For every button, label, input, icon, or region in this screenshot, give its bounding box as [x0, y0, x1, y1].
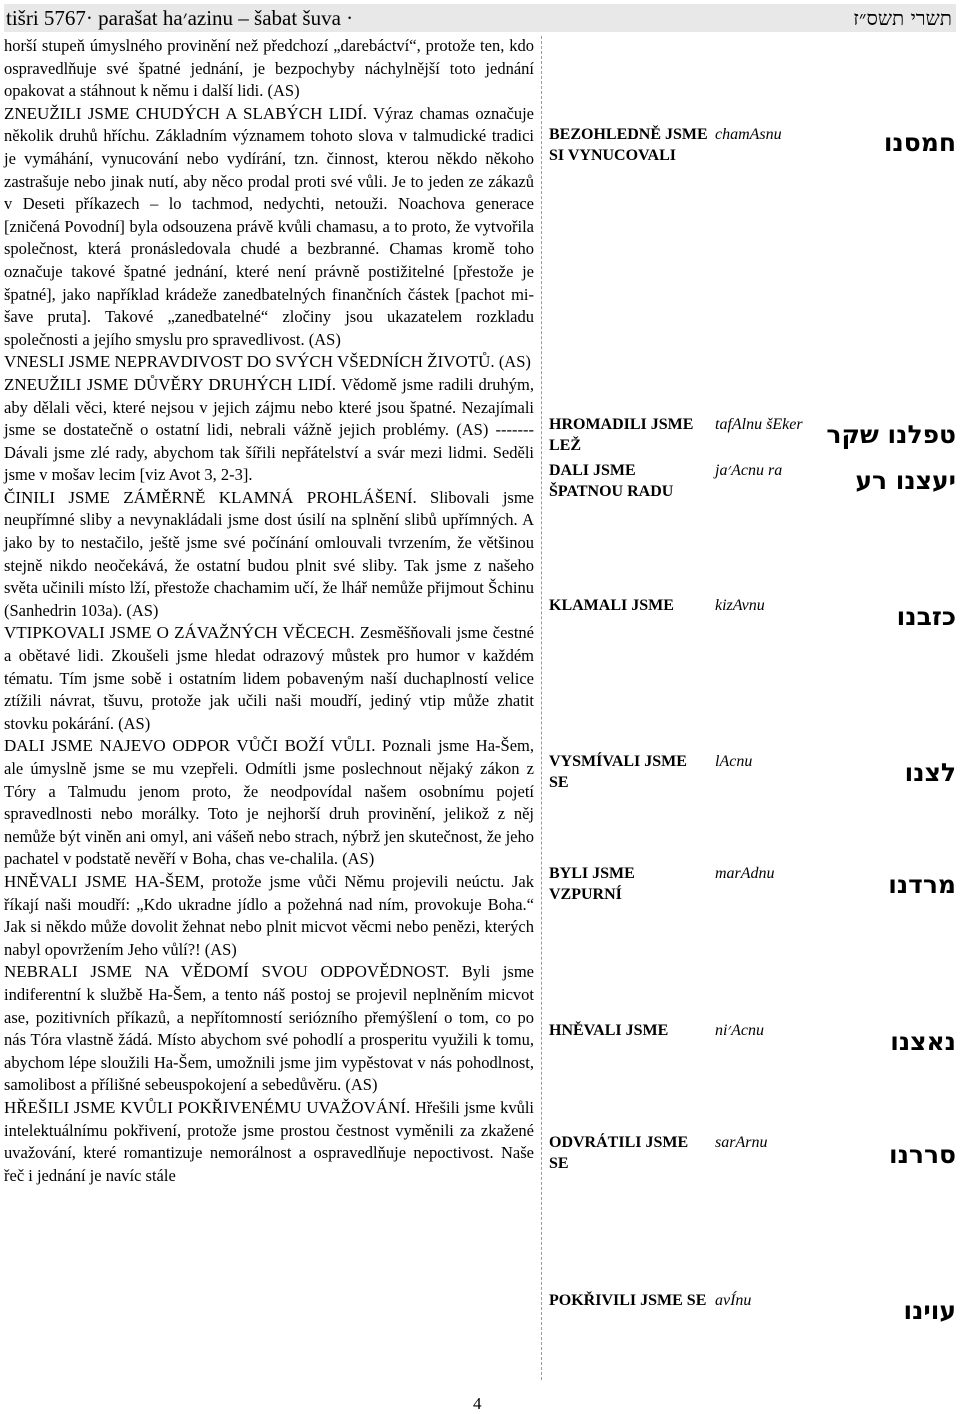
commentary-paragraph: HŘEŠILI JSME KVŮLI POKŘIVENÉMU UVAŽOVÁNÍ. Hřešili jsme kvůli intelektuálnímu pokřivení, protože jsme prostou čestnost vyměnili za zkažené uvažování, které romantizuje nemorálnost a ospravedlňuje nepoctivost. Naše řeč i jednání je navíc stále	[4, 1097, 534, 1185]
commentary-paragraph: horší stupeň úmyslného provinění než předchozí „darebáctví“, protože ten, kdo ospravedlňuje své špatné jednání, je bezpochyby náchylnější toto jednání opakovat a stáhnout k němu i další lidi. (AS)	[4, 36, 534, 101]
entry-transliteration: marAdnu	[715, 865, 775, 882]
paragraph-lead: HŘEŠILI JSME KVŮLI POKŘIVENÉMU UVAŽOVÁNÍ.	[4, 1097, 411, 1117]
paragraph-lead: HNĚVALI JSME HA-ŠEM,	[4, 871, 205, 891]
entry-hebrew: טפלנו שקר	[826, 420, 956, 449]
entry-czech: DALI JSME ŠPATNOU RADU	[549, 462, 674, 500]
paragraph-lead: NEBRALI JSME NA VĚDOMÍ SVOU ODPOVĚDNOST.	[4, 962, 450, 982]
entry-czech: HNĚVALI JSME	[549, 1022, 669, 1039]
entry-hebrew: כזבנו	[896, 602, 956, 631]
page-number: 4	[473, 1394, 482, 1413]
entry-hebrew: עוינו	[903, 1296, 956, 1325]
entry-czech: KLAMALI JSME	[549, 597, 674, 614]
paragraph-lead: ZNEUŽILI JSME DŮVĚRY DRUHÝCH LIDÍ.	[4, 374, 336, 394]
commentary-paragraph: ZNEUŽILI JSME CHUDÝCH A SLABÝCH LIDÍ. Výraz chamas označuje několik druhů hříchu. Základním významem tohoto slova v talmudické tradici je vymáhání, vynucování nebo vydírání, tzn. činnost, kterou někdo někoho zastrašuje nebo jinak nutí, aby něco prodal proti své vůli. Je to jeden ze zákazů v Deseti příkazech – lo tachmod, nedychti, netouži. Noachova generace [zničená Povodní] byla odsouzena právě kvůli chamasu, a to proto, že vytvořila společnost, která pronásledovala chudé a bezbranné. Chamas kromě toho označuje takové špatné jednání, které není právně postižitelné [přestože je špatné], jako například krádeže zanedbatelných finančních částek [pachot mi-šave pruta]. Takové „zanedbatelné“ zločiny jsou ukazatelem rozkladu společnosti a jejího smyslu pro spravedlivost. (AS)	[4, 103, 534, 349]
entry-hebrew: לצנו	[904, 758, 956, 787]
commentary-paragraph: DALI JSME NAJEVO ODPOR VŮČI BOŽÍ VŮLI. Poznali jsme Ha-Šem, ale úmyslně jsme se mu vzepřeli. Odmítli jsme poslechnout nějaký zákon z Tóry a Talmudu jenom proto, že neodpovídal našem osobnímu pojetí spravedlnosti nebo morálky. Toto je nejhorší druh provinění, jelikož z něj nemůže být viněn ani omyl, ani vášeň nebo strach, nýbrž jen skutečnost, že jeho pachatel v podstatě nevěří v Boha, chas ve-chalila. (AS)	[4, 736, 534, 869]
entry-czech: BYLI JSME VZPURNÍ	[549, 865, 635, 903]
entry-transliteration: lAcnu	[715, 753, 753, 770]
entry-transliteration: ni׳Acnu	[715, 1022, 765, 1039]
entry-czech: ODVRÁTILI JSME SE	[549, 1134, 689, 1172]
paragraph-lead: ČINILI JSME ZÁMĚRNĚ KLAMNÁ PROHLÁŠENÍ.	[4, 487, 417, 507]
running-header	[4, 4, 956, 32]
entry-hebrew: יעצנו רע	[855, 466, 956, 495]
entry-transliteration: tafAlnu šEker	[715, 416, 803, 433]
commentary-paragraph: HNĚVALI JSME HA-ŠEM, protože jsme vůči Němu projevili neúctu. Jak říkají naši moudří: „Kdo ukradne jídlo a požehná nad ním, provokuje Boha.“ Jak si někdo může dovolit žehnat nebo plnit micvot věcmi nebo penězi, kterých nabyl opovržením Jeho vůlí?! (AS)	[4, 871, 534, 959]
entry-transliteration: kizAvnu	[715, 597, 765, 614]
entry-hebrew: סררנו	[888, 1140, 956, 1169]
paragraph-lead: DALI JSME NAJEVO ODPOR VŮČI BOŽÍ VŮLI.	[4, 736, 376, 756]
commentary-paragraph: NEBRALI JSME NA VĚDOMÍ SVOU ODPOVĚDNOST. Byli jsme indiferentní k službě Ha-Šem, a tento náš postoj se projevil neplněním micvot ase, pozitivních příkazů, a nepřítomností seriózního přemýšlení o tom, co po nás Tóra vlastně žádá. Místo abychom své pohodlí a prosperitu využili k tomu, abychom lépe sloužili Ha-Šem, umožnili jsme jim vypěstovat v nás pohodlnost, samolibost a přílišné sebeuspokojení a sebedůvěru. (AS)	[4, 962, 535, 1095]
commentary-paragraph: VNESLI JSME NEPRAVDIVOST DO SVÝCH VŠEDNÍCH ŽIVOTŮ. (AS)	[4, 352, 531, 372]
commentary-paragraph: VTIPKOVALI JSME O ZÁVAŽNÝCH VĚCECH. Zesměšňovali jsme čestné a obětavé lidi. Zkoušeli jsme hledat odrazový můstek pro humor v každém tématu. Tím jsme sobě i ostatním lidem pobaveným naší duchaplností velice ztížili návrat, tšuvu, protože jak učili naši moudří, jediný vtip může zhatit stovku pokárání. (AS)	[4, 623, 534, 733]
paragraph-lead: VNESLI JSME NEPRAVDIVOST DO SVÝCH VŠEDNÍCH ŽIVOTŮ.	[4, 352, 495, 372]
entry-hebrew: חמסנו	[883, 128, 956, 157]
paragraph-lead: VTIPKOVALI JSME O ZÁVAŽNÝCH VĚCECH.	[4, 623, 355, 643]
entry-czech: POKŘIVILI JSME SE	[549, 1292, 707, 1309]
entry-transliteration: ja׳Acnu ra	[715, 462, 783, 479]
entry-czech: VYSMÍVALI JSME SE	[549, 753, 687, 791]
entry-czech: HROMADILI JSME LEŽ	[549, 416, 694, 454]
entry-transliteration: sarArnu	[715, 1134, 768, 1151]
paragraph-lead: ZNEUŽILI JSME CHUDÝCH A SLABÝCH LIDÍ.	[4, 103, 368, 123]
header-title-czech: tišri 5767· parašat ha׳azinu – šabat šuva ·	[6, 6, 354, 30]
column-divider	[541, 36, 542, 1380]
header-title-hebrew: תשרי תשס״ז	[853, 6, 952, 30]
commentary-paragraph: ZNEUŽILI JSME DŮVĚRY DRUHÝCH LIDÍ. Vědomě jsme radili druhým, aby dělali věci, které nejsou v jejich zájmu nebo které jsou špatné. Nezajímali jsme se dostatečně o ostatní lidi, nebrali vážně jejich problémy. (AS) ------- Dávali jsme zlé rady, abychom tak šířili nepřátelství a svár mezi lidmi. Seděli jsme v mošav lecim [viz Avot 3, 2-3].	[4, 374, 534, 485]
entry-transliteration: avÍnu	[715, 1292, 752, 1309]
entry-hebrew: מרדנו	[888, 870, 956, 899]
entry-transliteration: chamAsnu	[715, 126, 782, 143]
commentary-paragraph: ČINILI JSME ZÁMĚRNĚ KLAMNÁ PROHLÁŠENÍ. Slibovali jsme neupřímné sliby a nevynakládali jsme dost úsilí na splnění slibů upřímných. A jako by to nestačilo, ještě jsme své počínání omlouvali tvrzením, že většinou stejně nikdo neočekává, že ostatní budou plnit své sliby. Tak jsme z našeho světa učinili místo lží, přestože chachamim učí, že lhář nemůže přijmout Šchinu (Sanhedrin 103a). (AS)	[4, 487, 535, 620]
entry-czech: BEZOHLEDNĚ JSME SI VYNUCOVALI	[549, 126, 708, 164]
entry-hebrew: נאצנו	[890, 1027, 956, 1056]
commentary-column	[4, 35, 534, 1187]
